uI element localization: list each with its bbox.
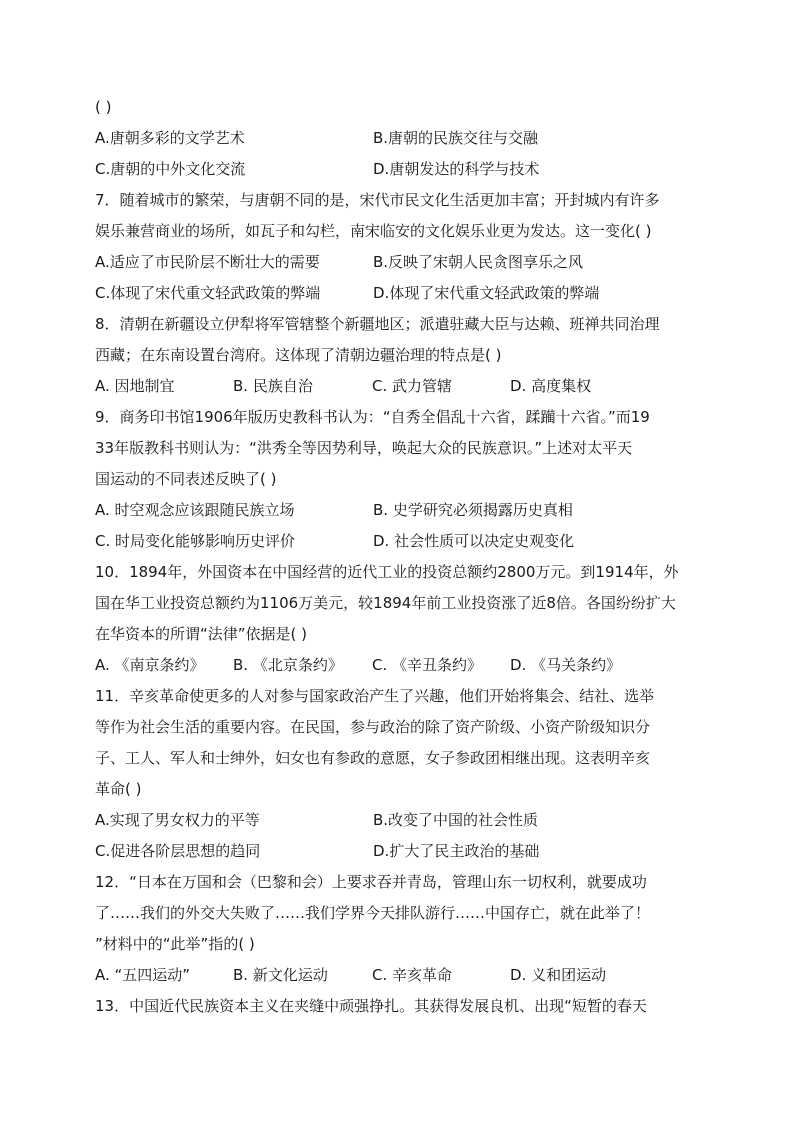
q9-options-row-2 (95, 526, 700, 557)
q9-option-d: D. 社会性质可以决定史观变化 (373, 532, 575, 550)
q11-option-c: C.促进各阶层思想的趋同 (95, 842, 261, 860)
q10-option-d: D. 《马关条约》 (510, 656, 622, 674)
q12-options-row (95, 960, 700, 991)
q9-options-row-1 (95, 495, 700, 526)
q13-stem-line-1: 13．中国近代民族资本主义在夹缝中顽强挣扎。其获得发展良机、出现“短暂的春天 (95, 997, 647, 1015)
q8-option-b: B. 民族自治 (233, 377, 313, 395)
q7-option-b: B.反映了宋朝人民贪图享乐之风 (373, 253, 584, 271)
q8-option-a: A. 因地制宜 (95, 377, 175, 395)
q7-option-c: C.体现了宋代重文轻武政策的弊端 (95, 284, 321, 302)
q11-option-d: D.扩大了民主政治的基础 (373, 842, 540, 860)
q9-option-c: C. 时局变化能够影响历史评价 (95, 532, 296, 550)
q11-options-row-1 (95, 805, 700, 836)
q7-options-row-2 (95, 278, 700, 309)
q8-option-c: C. 武力管辖 (372, 377, 453, 395)
q11-options-row-2 (95, 836, 700, 867)
q12-option-d: D. 义和团运动 (510, 966, 607, 984)
q12-option-b: B. 新文化运动 (233, 966, 328, 984)
q11-option-b: B.改变了中国的社会性质 (373, 811, 539, 829)
q11-stem-line-1: 11．辛亥革命使更多的人对参与国家政治产生了兴趣，他们开始将集会、结社、选举 (95, 687, 655, 705)
q11-option-a: A.实现了男女权力的平等 (95, 811, 260, 829)
q7-option-a: A.适应了市民阶层不断壮大的需要 (95, 253, 320, 271)
q6-options-row-1 (95, 123, 700, 154)
q9-option-b: B. 史学研究必须揭露历史真相 (373, 501, 573, 519)
q10-stem-line-2: 国在华工业投资总额约为1106万美元，较1894年前工业投资涨了近8倍。各国纷纷扩大 (95, 594, 676, 612)
q10-stem-line-3: 在华资本的所谓“法律”依据是( ) (95, 625, 308, 643)
q6-option-b: B.唐朝的民族交往与交融 (373, 129, 539, 147)
q9-stem-line-3: 国运动的不同表述反映了( ) (95, 470, 277, 488)
q6-option-c: C.唐朝的中外文化交流 (95, 160, 246, 178)
q9-option-a: A. 时空观念应该跟随民族立场 (95, 501, 295, 519)
q8-stem-line-2: 西藏；在东南设置台湾府。这体现了清朝边疆治理的特点是( ) (95, 346, 502, 364)
q8-option-d: D. 高度集权 (510, 377, 592, 395)
q6-option-a: A.唐朝多彩的文学艺术 (95, 129, 245, 147)
q12-option-c: C. 辛亥革命 (372, 966, 453, 984)
q12-stem-line-3: ”材料中的“此举”指的( ) (95, 935, 255, 953)
q9-stem-line-2: 33年版教科书则认为：“洪秀全等因势利导，唤起大众的民族意识。”上述对太平天 (95, 439, 633, 457)
q11-stem-line-3: 子、工人、军人和士绅外，妇女也有参政的意愿，女子参政团相继出现。这表明辛亥 (95, 749, 651, 767)
q10-option-a: A. 《南京条约》 (95, 656, 205, 674)
q10-stem-line-1: 10．1894年，外国资本在中国经营的近代工业的投资总额约2800万元。到1914年，外 (95, 563, 679, 581)
q7-stem-line-1: 7．随着城市的繁荣，与唐朝不同的是，宋代市民文化生活更加丰富；开封城内有许多 (95, 191, 660, 209)
q10-options-row (95, 650, 700, 681)
q11-stem-line-2: 等作为社会生活的重要内容。在民国，参与政治的除了资产阶级、小资产阶级知识分 (95, 718, 651, 736)
q6-answer-bracket: ( ) (95, 98, 112, 116)
q12-stem-line-2: 了……我们的外交大失败了……我们学界今天排队游行……中国存亡，就在此举了！ (95, 904, 651, 922)
exam-page (95, 92, 700, 1022)
q11-stem-line-4: 革命( ) (95, 780, 142, 798)
q7-stem-line-2: 娱乐兼营商业的场所，如瓦子和勾栏，南宋临安的文化娱乐业更为发达。这一变化( ) (95, 222, 652, 240)
q10-option-c: C. 《辛丑条约》 (372, 656, 483, 674)
q12-option-a: A. “五四运动” (95, 966, 191, 984)
q6-option-d: D.唐朝发达的科学与技术 (373, 160, 540, 178)
q6-options-row-2 (95, 154, 700, 185)
q8-stem-line-1: 8．清朝在新疆设立伊犁将军管辖整个新疆地区；派遣驻藏大臣与达赖、班禅共同治理 (95, 315, 660, 333)
q10-option-b: B. 《北京条约》 (233, 656, 343, 674)
q9-stem-line-1: 9．商务印书馆1906年版历史教科书认为：“自秀全倡乱十六省，蹂躏十六省。”而19 (95, 408, 650, 426)
q7-option-d: D.体现了宋代重文轻武政策的弊端 (373, 284, 600, 302)
q12-stem-line-1: 12．“日本在万国和会（巴黎和会）上要求吞并青岛，管理山东一切权利，就要成功 (95, 873, 647, 891)
q7-options-row-1 (95, 247, 700, 278)
q8-options-row (95, 371, 700, 402)
